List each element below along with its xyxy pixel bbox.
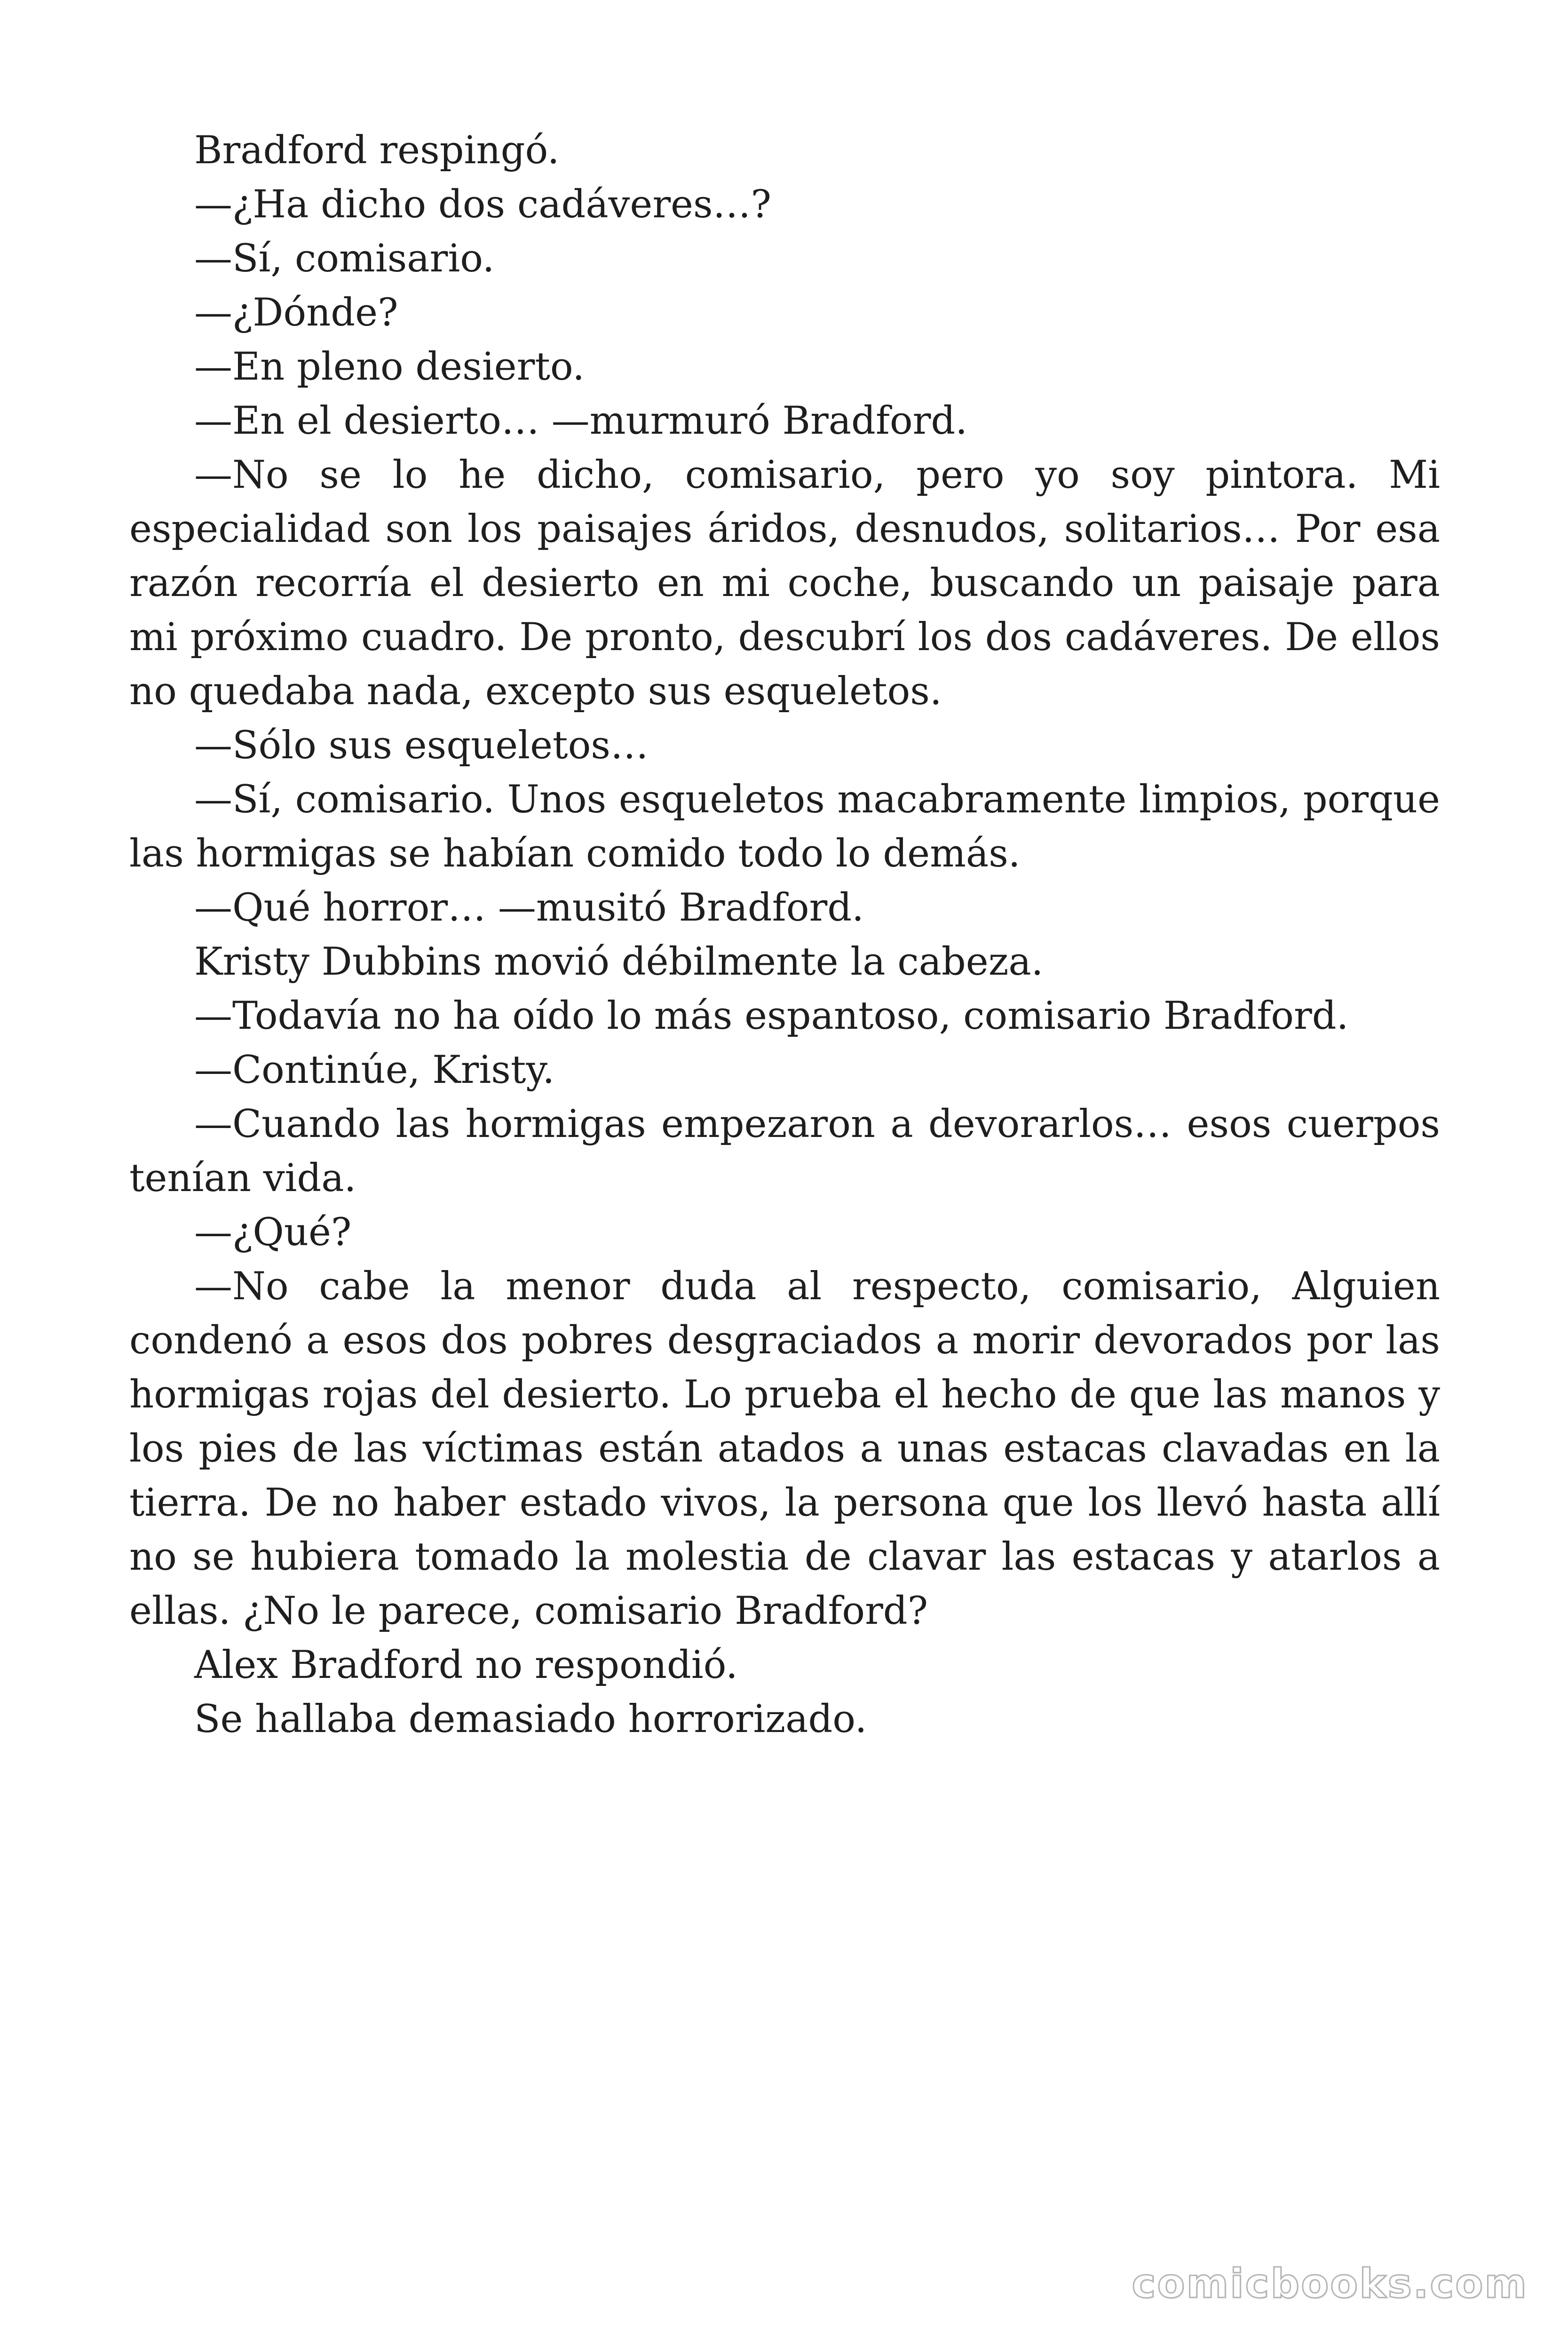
paragraph: —Sí, comisario. Unos esqueletos macabramente limpios, porque las hormigas se habían comido todo lo demás.	[129, 778, 1440, 876]
watermark: comicbooks.com	[1132, 2260, 1528, 2307]
paragraph: —No cabe la menor duda al respecto, comisario, Alguien condenó a esos dos pobres desgraciados a morir devorados por las hormigas rojas del desierto. Lo prueba el hecho de que las manos y los pies de las víctimas están atados a unas estacas clavadas en la tierra. De no haber estado vivos, la persona que los llevó hasta allí no se hubiera tomado la molestia de clavar las estacas y atarlos a ellas. ¿No le parece, comisario Bradford?	[129, 1264, 1440, 1633]
paragraph: Se hallaba demasiado horrorizado.	[194, 1697, 867, 1741]
paragraph: —Sí, comisario.	[194, 237, 495, 281]
paragraph: —¿Qué?	[194, 1210, 352, 1255]
body-text	[129, 124, 1440, 1747]
paragraph: —Todavía no ha oído lo más espantoso, comisario Bradford.	[194, 994, 1349, 1038]
paragraph: —Qué horror… —musitó Bradford.	[194, 886, 864, 930]
paragraph: Kristy Dubbins movió débilmente la cabeza.	[194, 940, 1044, 984]
paragraph: —No se lo he dicho, comisario, pero yo soy pintora. Mi especialidad son los paisajes áridos, desnudos, solitarios… Por esa razón recorría el desierto en mi coche, buscando un paisaje para mi próximo cuadro. De pronto, descubrí los dos cadáveres. De ellos no quedaba nada, excepto sus esqueletos.	[129, 453, 1440, 714]
paragraph: —Sólo sus esqueletos…	[194, 723, 649, 768]
paragraph: —Cuando las hormigas empezaron a devorarlos… esos cuerpos tenían vida.	[129, 1102, 1440, 1200]
paragraph: —Continúe, Kristy.	[194, 1048, 555, 1092]
paragraph: —¿Dónde?	[194, 291, 398, 335]
paragraph: —¿Ha dicho dos cadáveres…?	[194, 183, 771, 227]
paragraph: Alex Bradford no respondió.	[194, 1643, 738, 1687]
paragraph: —En el desierto… —murmuró Bradford.	[194, 399, 967, 443]
paragraph: Bradford respingó.	[194, 128, 560, 173]
paragraph: —En pleno desierto.	[194, 345, 585, 389]
